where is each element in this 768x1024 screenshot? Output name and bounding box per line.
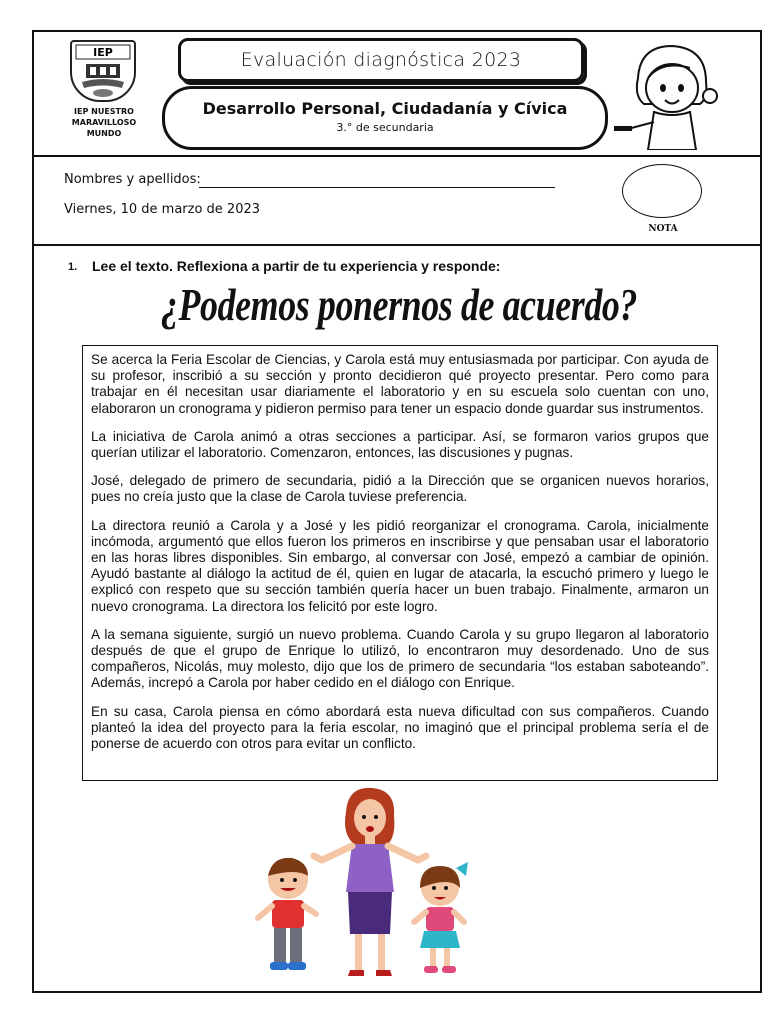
reading-text-box bbox=[82, 345, 718, 781]
reading-paragraph: La directora reunió a Carola y a José y les pidió reorganizar el cronograma. Carola, inicialmente incómoda, argumentó que ellos fueron los primeros en inscribirse y que pensaban usar el laboratorio en las horas libres disponibles. Sin embargo, al conversar con José, empezó a cambiar de opinión. Ayudó bastante al diálogo la actitud de él, quien en lugar de atacarla, la escuchó primero y luego le explicó con respeto que su sección también quería hacer un buen trabajo. Finalmente, armaron un nuevo cronograma. La directora los felicitó por este logro. bbox=[91, 517, 709, 614]
teacher-and-children-arguing-illustration bbox=[244, 784, 474, 980]
grade-label: NOTA bbox=[648, 224, 678, 234]
reading-paragraph: La iniciativa de Carola animó a otras secciones a participar. Así, se formaron varios grupos que querían utilizar el laboratorio. Comenzaron, entonces, las discusiones y pugnas. bbox=[91, 428, 709, 461]
logo-text: IEP bbox=[93, 46, 113, 59]
reading-paragraph: José, delegado de primero de secundaria, pidió a la Dirección que se organicen nuevos horarios, pues no creía justo que la clase de Carola tuviese preferencia. bbox=[91, 473, 709, 505]
header-divider bbox=[34, 155, 760, 157]
worksheet-page bbox=[32, 30, 762, 993]
reading-paragraph: A la semana siguiente, surgió un nuevo problema. Cuando Carola y su grupo llegaron al laboratorio después de que el grupo de Enrique lo utilizó, lo encontraron muy desordenado. Uno de sus compañeros, Nicolás, muy molesto, dijo que los de primero de secundaria “los estaban saboteando”. Además, increpó a Carola por haber cedido en el diálogo con Enrique. bbox=[91, 626, 709, 691]
info-divider bbox=[34, 244, 760, 246]
exam-date: Viernes, 10 de marzo de 2023 bbox=[64, 202, 261, 217]
girl-cartoon-icon bbox=[610, 38, 720, 150]
name-label: Nombres y apellidos: bbox=[64, 172, 201, 187]
question-instruction: Lee el texto. Reflexiona a partir de tu experiencia y responde: bbox=[92, 258, 501, 274]
grade-box[interactable] bbox=[622, 164, 702, 218]
subject-box bbox=[162, 86, 608, 150]
reading-paragraph: En su casa, Carola piensa en cómo abordará esta nueva dificultad con sus compañeros. Cuando planteó la idea del proyecto para la feria escolar, no imaginó que el principal problema sería el de ponerse de acuerdo con otros para evitar un conflicto. bbox=[91, 703, 709, 752]
reading-title: ¿Podemos ponernos de acuerdo? bbox=[160, 279, 638, 330]
question-number: 1. bbox=[68, 261, 78, 273]
reading-paragraph: Se acerca la Feria Escolar de Ciencias, y Carola está muy entusiasmada por participar. Con ayuda de su profesor, inscribió a su sección y pronto decidieron qué proyecto presentar. Pero como para trabajar en él necesitan usar diariamente el laboratorio y en su escuela solo cuentan con uno, elaboraron un cronograma y pidieron permiso para tener un espacio donde guardar sus instrumentos. bbox=[91, 352, 709, 416]
exam-title: Evaluación diagnóstica 2023 bbox=[178, 38, 584, 82]
subject-title: Desarrollo Personal, Ciudadanía y Cívica bbox=[202, 99, 568, 118]
grade-level: 3.° de secundaria bbox=[336, 121, 434, 134]
school-name: IEP NUESTRO MARAVILLOSO MUNDO bbox=[71, 107, 137, 138]
name-field[interactable] bbox=[199, 187, 555, 188]
school-crest-icon bbox=[70, 40, 136, 102]
